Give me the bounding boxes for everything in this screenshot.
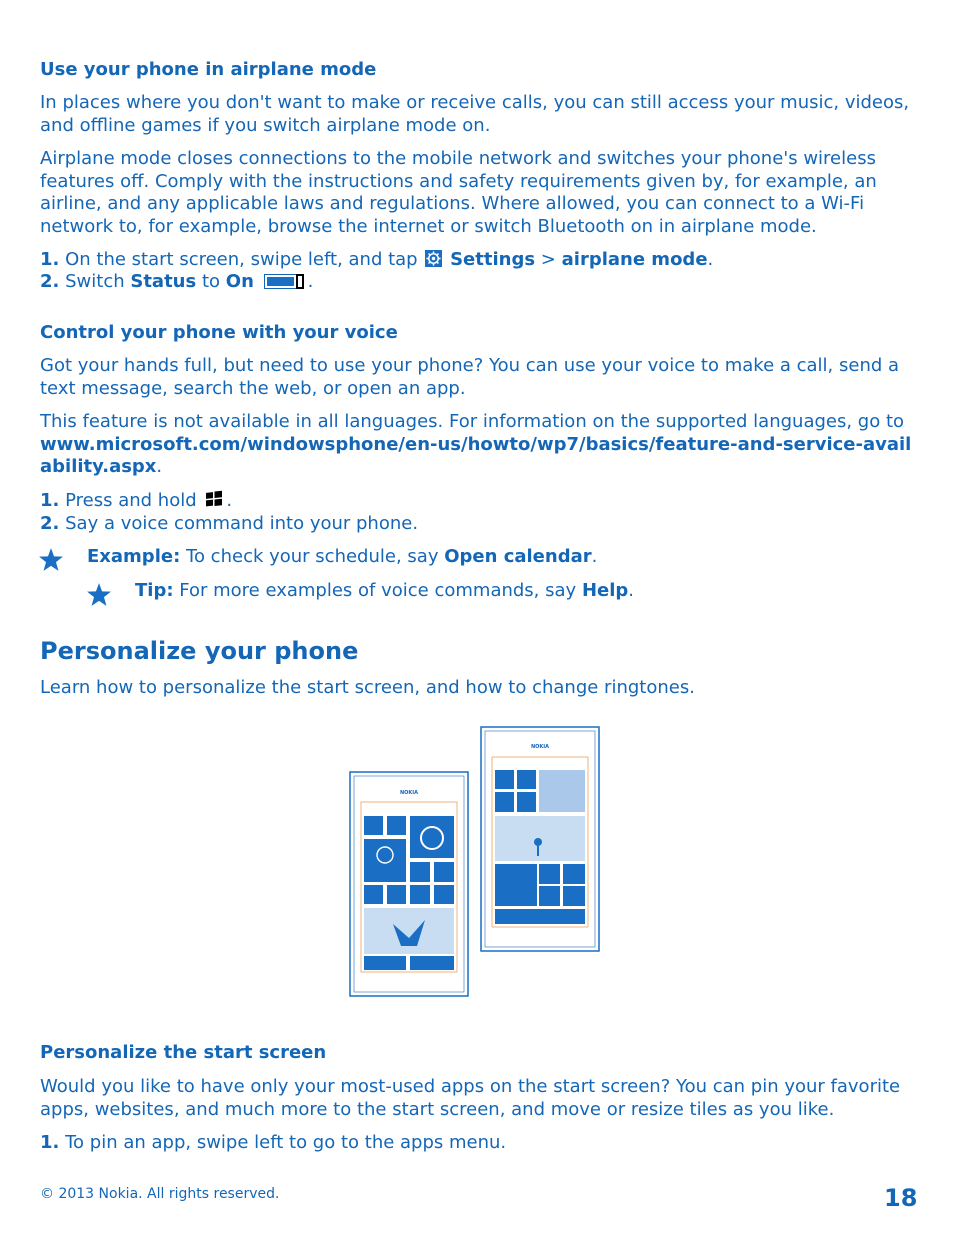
copyright: © 2013 Nokia. All rights reserved. [40, 1186, 280, 1202]
period: . [628, 580, 634, 601]
step-text: To pin an app, swipe left to go to the apps menu. [65, 1132, 507, 1153]
settings-gear-icon [425, 250, 442, 267]
period: . [307, 271, 314, 292]
airplane-step-2 [40, 271, 920, 294]
voice-step-2 [40, 513, 920, 536]
step-number: 2. [40, 271, 60, 292]
tip-note [135, 580, 915, 603]
period: . [707, 249, 714, 270]
to-text: to [201, 271, 221, 292]
voice-heading: Control your phone with your voice [40, 322, 398, 343]
windows-key-icon [205, 490, 223, 508]
example-text: To check your schedule, say [186, 546, 439, 567]
settings-label: Settings [450, 249, 536, 270]
airplane-heading: Use your phone in airplane mode [40, 59, 377, 80]
availability-link[interactable]: www.microsoft.com/windowsphone/en-us/howto/wp7/basics/feature-and-service-availability.aspx [40, 433, 912, 477]
voice-para-2-text: This feature is not available in all languages. For information on the supported languages, go to [40, 411, 905, 432]
step-text: On the start screen, swipe left, and tap [65, 249, 418, 270]
step-text: Switch [65, 271, 125, 292]
step-text: Press and hold [65, 490, 197, 511]
phone-brand-right: NOKIA [530, 744, 550, 750]
tip-star-icon [86, 582, 112, 608]
phone-brand-left: NOKIA [399, 790, 419, 796]
start-screen-para: Would you like to have only your most-used apps on the start screen? You can pin your favorite apps, websites, and much more to the start screen, and move or resize tiles as you like. [40, 1076, 901, 1120]
step-number: 2. [40, 513, 60, 534]
example-star-icon [38, 547, 64, 573]
step-number: 1. [40, 249, 60, 270]
airplane-mode-label: airplane mode [561, 249, 708, 270]
page-number: 18 [884, 1184, 918, 1212]
period: . [591, 546, 598, 567]
airplane-step-1 [40, 249, 920, 272]
voice-para-1: Got your hands full, but need to use your phone? You can use your voice to make a call, send a text message, search the web, or open an app. [40, 355, 900, 399]
voice-para-2 [40, 411, 920, 479]
airplane-para-1: In places where you don't want to make or receive calls, you can still access your music, videos, and offline games if you switch airplane mode on. [40, 92, 910, 136]
on-label: On [225, 271, 254, 292]
phone-right [481, 727, 599, 951]
example-command: Open calendar [444, 546, 592, 567]
tip-command: Help [581, 580, 629, 601]
step-number: 1. [40, 1132, 60, 1153]
period: . [156, 456, 163, 477]
start-screen-step-1 [40, 1132, 920, 1155]
separator: > [540, 249, 556, 270]
toggle-switch-icon [264, 274, 304, 289]
personalize-heading: Personalize your phone [40, 637, 359, 665]
step-number: 1. [40, 490, 60, 511]
example-note [87, 546, 917, 569]
status-label: Status [130, 271, 197, 292]
airplane-para-2: Airplane mode closes connections to the mobile network and switches your phone's wireless features off. Comply with the instructions and safety requirements given by, for example, an airline, and any applicable laws and regulations. Where allowed, you can connect to a Wi-Fi network to, for example, browse the internet or switch Bluetooth on in airplane mode. [40, 148, 877, 237]
phones-illustration [345, 724, 605, 999]
tip-text: For more examples of voice commands, say [179, 580, 577, 601]
start-screen-heading: Personalize the start screen [40, 1042, 327, 1063]
personalize-intro: Learn how to personalize the start screen, and how to change ringtones. [40, 677, 695, 698]
period: . [226, 490, 233, 511]
tip-label: Tip: [135, 580, 174, 601]
phone-left [350, 772, 468, 996]
step-text: Say a voice command into your phone. [65, 513, 419, 534]
example-label: Example: [87, 546, 181, 567]
voice-step-1 [40, 490, 920, 513]
